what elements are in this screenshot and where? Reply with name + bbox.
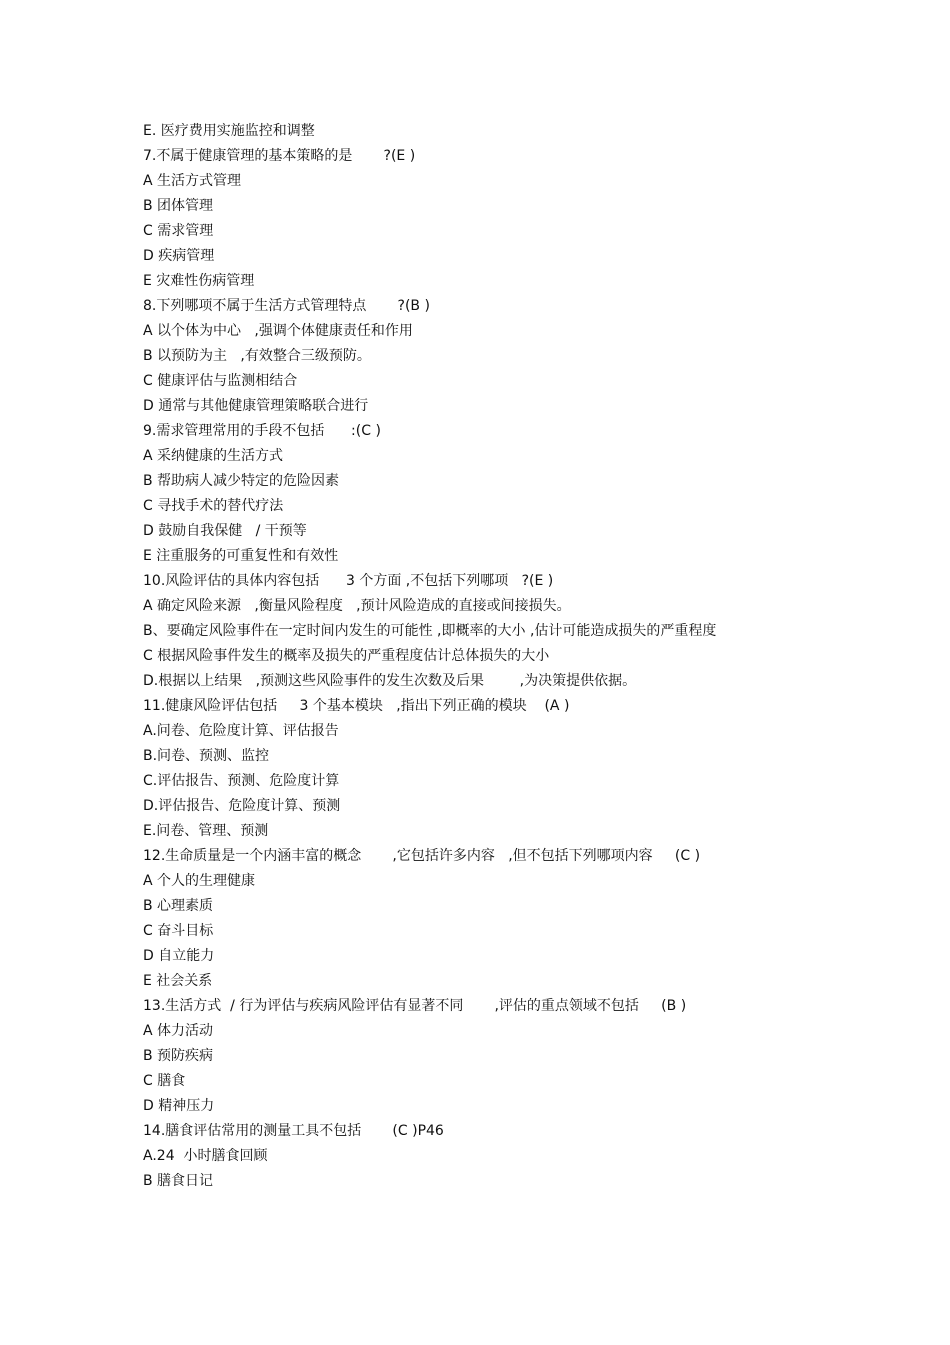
option-line: D 鼓励自我保健 / 干预等 bbox=[143, 523, 307, 539]
question-12: 12.生命质量是一个内涵丰富的概念 ,它包括许多内容 ,但不包括下列哪项内容 (C ) bbox=[143, 848, 701, 864]
question-11: 11.健康风险评估包括 3 个基本模块 ,指出下列正确的模块 (A ) bbox=[143, 698, 570, 714]
option-line: D 疾病管理 bbox=[143, 248, 215, 264]
option-line: B 团体管理 bbox=[143, 198, 214, 214]
option-line: D 通常与其他健康管理策略联合进行 bbox=[143, 398, 369, 414]
question-10: 10.风险评估的具体内容包括 3 个方面 ,不包括下列哪项 ?(E ) bbox=[143, 573, 554, 589]
option-line: A 确定风险来源 ,衡量风险程度 ,预计风险造成的直接或间接损失。 bbox=[143, 598, 571, 614]
option-line: B 预防疾病 bbox=[143, 1048, 214, 1064]
question-8: 8.下列哪项不属于生活方式管理特点 ?(B ) bbox=[143, 298, 430, 314]
option-line: B 帮助病人减少特定的危险因素 bbox=[143, 473, 340, 489]
option-line: D 精神压力 bbox=[143, 1098, 215, 1114]
option-line: D.根据以上结果 ,预测这些风险事件的发生次数及后果 ,为决策提供依据。 bbox=[143, 673, 637, 689]
option-line: C 健康评估与监测相结合 bbox=[143, 373, 298, 389]
option-line: C.评估报告、预测、危险度计算 bbox=[143, 773, 340, 789]
option-line: C 膳食 bbox=[143, 1073, 186, 1089]
option-line: A 个人的生理健康 bbox=[143, 873, 256, 889]
option-line: D.评估报告、危险度计算、预测 bbox=[143, 798, 341, 814]
question-14: 14.膳食评估常用的测量工具不包括 (C )P46 bbox=[143, 1123, 444, 1139]
option-line: A 体力活动 bbox=[143, 1023, 214, 1039]
question-text-body bbox=[143, 119, 793, 1194]
option-line: D 自立能力 bbox=[143, 948, 215, 964]
question-9: 9.需求管理常用的手段不包括 :(C ) bbox=[143, 423, 381, 439]
text-line: E. 医疗费用实施监控和调整 bbox=[143, 123, 315, 139]
option-line: E 注重服务的可重复性和有效性 bbox=[143, 548, 339, 564]
option-line: A.问卷、危险度计算、评估报告 bbox=[143, 723, 339, 739]
option-line: C 寻找手术的替代疗法 bbox=[143, 498, 284, 514]
option-line: B 以预防为主 ,有效整合三级预防。 bbox=[143, 348, 371, 364]
question-7: 7.不属于健康管理的基本策略的是 ?(E ) bbox=[143, 148, 416, 164]
option-line: A 生活方式管理 bbox=[143, 173, 242, 189]
option-line: E.问卷、管理、预测 bbox=[143, 823, 269, 839]
option-line: C 奋斗目标 bbox=[143, 923, 214, 939]
option-line: E 社会关系 bbox=[143, 973, 213, 989]
option-line: A.24 小时膳食回顾 bbox=[143, 1148, 268, 1164]
option-line: B 膳食日记 bbox=[143, 1173, 214, 1189]
question-13: 13.生活方式 / 行为评估与疾病风险评估有显著不同 ,评估的重点领域不包括 (B ) bbox=[143, 998, 687, 1014]
option-line: C 根据风险事件发生的概率及损失的严重程度估计总体损失的大小 bbox=[143, 648, 550, 664]
option-line: C 需求管理 bbox=[143, 223, 214, 239]
option-line: B.问卷、预测、监控 bbox=[143, 748, 270, 764]
option-line: B 心理素质 bbox=[143, 898, 214, 914]
option-line: B、要确定风险事件在一定时间内发生的可能性 ,即概率的大小 ,估计可能造成损失的严重程度 bbox=[143, 623, 717, 639]
option-line: A 采纳健康的生活方式 bbox=[143, 448, 284, 464]
option-line: A 以个体为中心 ,强调个体健康责任和作用 bbox=[143, 323, 413, 339]
option-line: E 灾难性伤病管理 bbox=[143, 273, 255, 289]
